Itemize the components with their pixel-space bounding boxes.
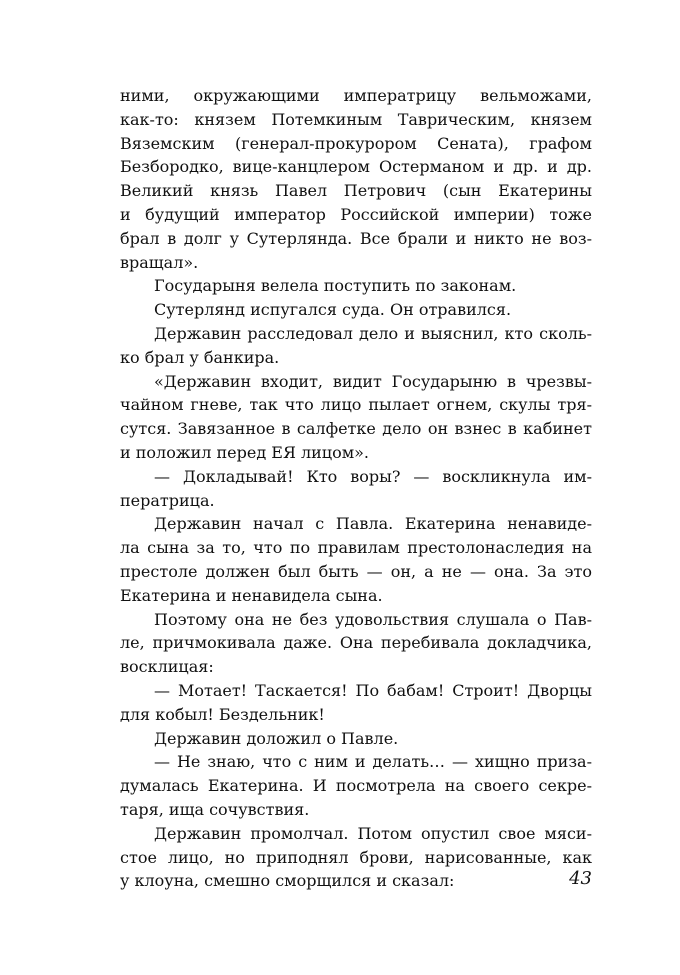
text-line: Державин доложил о Павле. [154,728,399,748]
text-line: думалась Екатерина. И посмотрела на своего секре- [120,776,592,796]
text-line: — Докладывай! Кто воры? — воскликнула им- [154,466,592,486]
text-line: Державин начал с Павла. Екатерина ненавиде- [154,514,592,534]
text-line: ко брал у банкира. [120,347,280,367]
book-page [120,86,592,906]
text-line: таря, ища сочувствия. [120,799,310,819]
text-line: ле, причмокивала даже. Она перебивала докладчика, [120,633,592,653]
text-line: чайном гневе, так что лицо пылает огнем, скулы тря- [120,395,592,415]
text-line: вращал». [120,252,199,272]
text-line: Безбородко, вице-канцлером Остерманом и др. и др. [120,157,592,177]
text-line: Державин расследовал дело и выяснил, кто сколь- [154,323,592,343]
text-line: Сутерлянд испугался суда. Он отравился. [154,300,512,320]
text-line: престоле должен был быть — он, а не — она. За это [120,561,592,581]
text-line: ператрица. [120,490,215,510]
text-line: как-то: князем Потемкиным Таврическим, князем [120,109,592,129]
text-line: Государыня велела поступить по законам. [154,276,517,296]
text-line: для кобыл! Бездельник! [120,704,325,724]
text-line: брал в долг у Сутерлянда. Все брали и никто не воз- [120,228,592,248]
text-line: Вяземским (генерал-прокурором Сената), графом [120,133,592,153]
text-line: Великий князь Павел Петрович (сын Екатерины [120,181,592,201]
text-line: «Державин входит, видит Государыню в чрезвы- [154,371,592,391]
text-line: стое лицо, но приподнял брови, нарисованные, как [120,847,592,867]
text-line: Державин промолчал. Потом опустил свое мяси- [154,823,592,843]
page-number: 43 [569,868,592,889]
text-line: ними, окружающими императрицу вельможами, [120,86,592,105]
text-line: ла сына за то, что по правилам престолонаследия на [120,538,592,558]
text-line: Екатерина и ненавидела сына. [120,585,383,605]
text-line: и положил перед ЕЯ лицом». [120,442,370,462]
text-line: сутся. Завязанное в салфетке дело он взнес в кабинет [120,419,592,439]
text-line: у клоуна, смешно сморщился и сказал: [120,871,455,891]
text-line: Поэтому она не без удовольствия слушала о Пав- [154,609,592,629]
text-line: — Мотает! Таскается! По бабам! Строит! Дворцы [154,680,592,700]
body-text [120,86,592,895]
text-line: — Не знаю, что с ним и делать… — хищно приза- [154,752,592,772]
text-line: и будущий император Российской империи) тоже [120,204,592,224]
text-line: восклицая: [120,657,214,677]
